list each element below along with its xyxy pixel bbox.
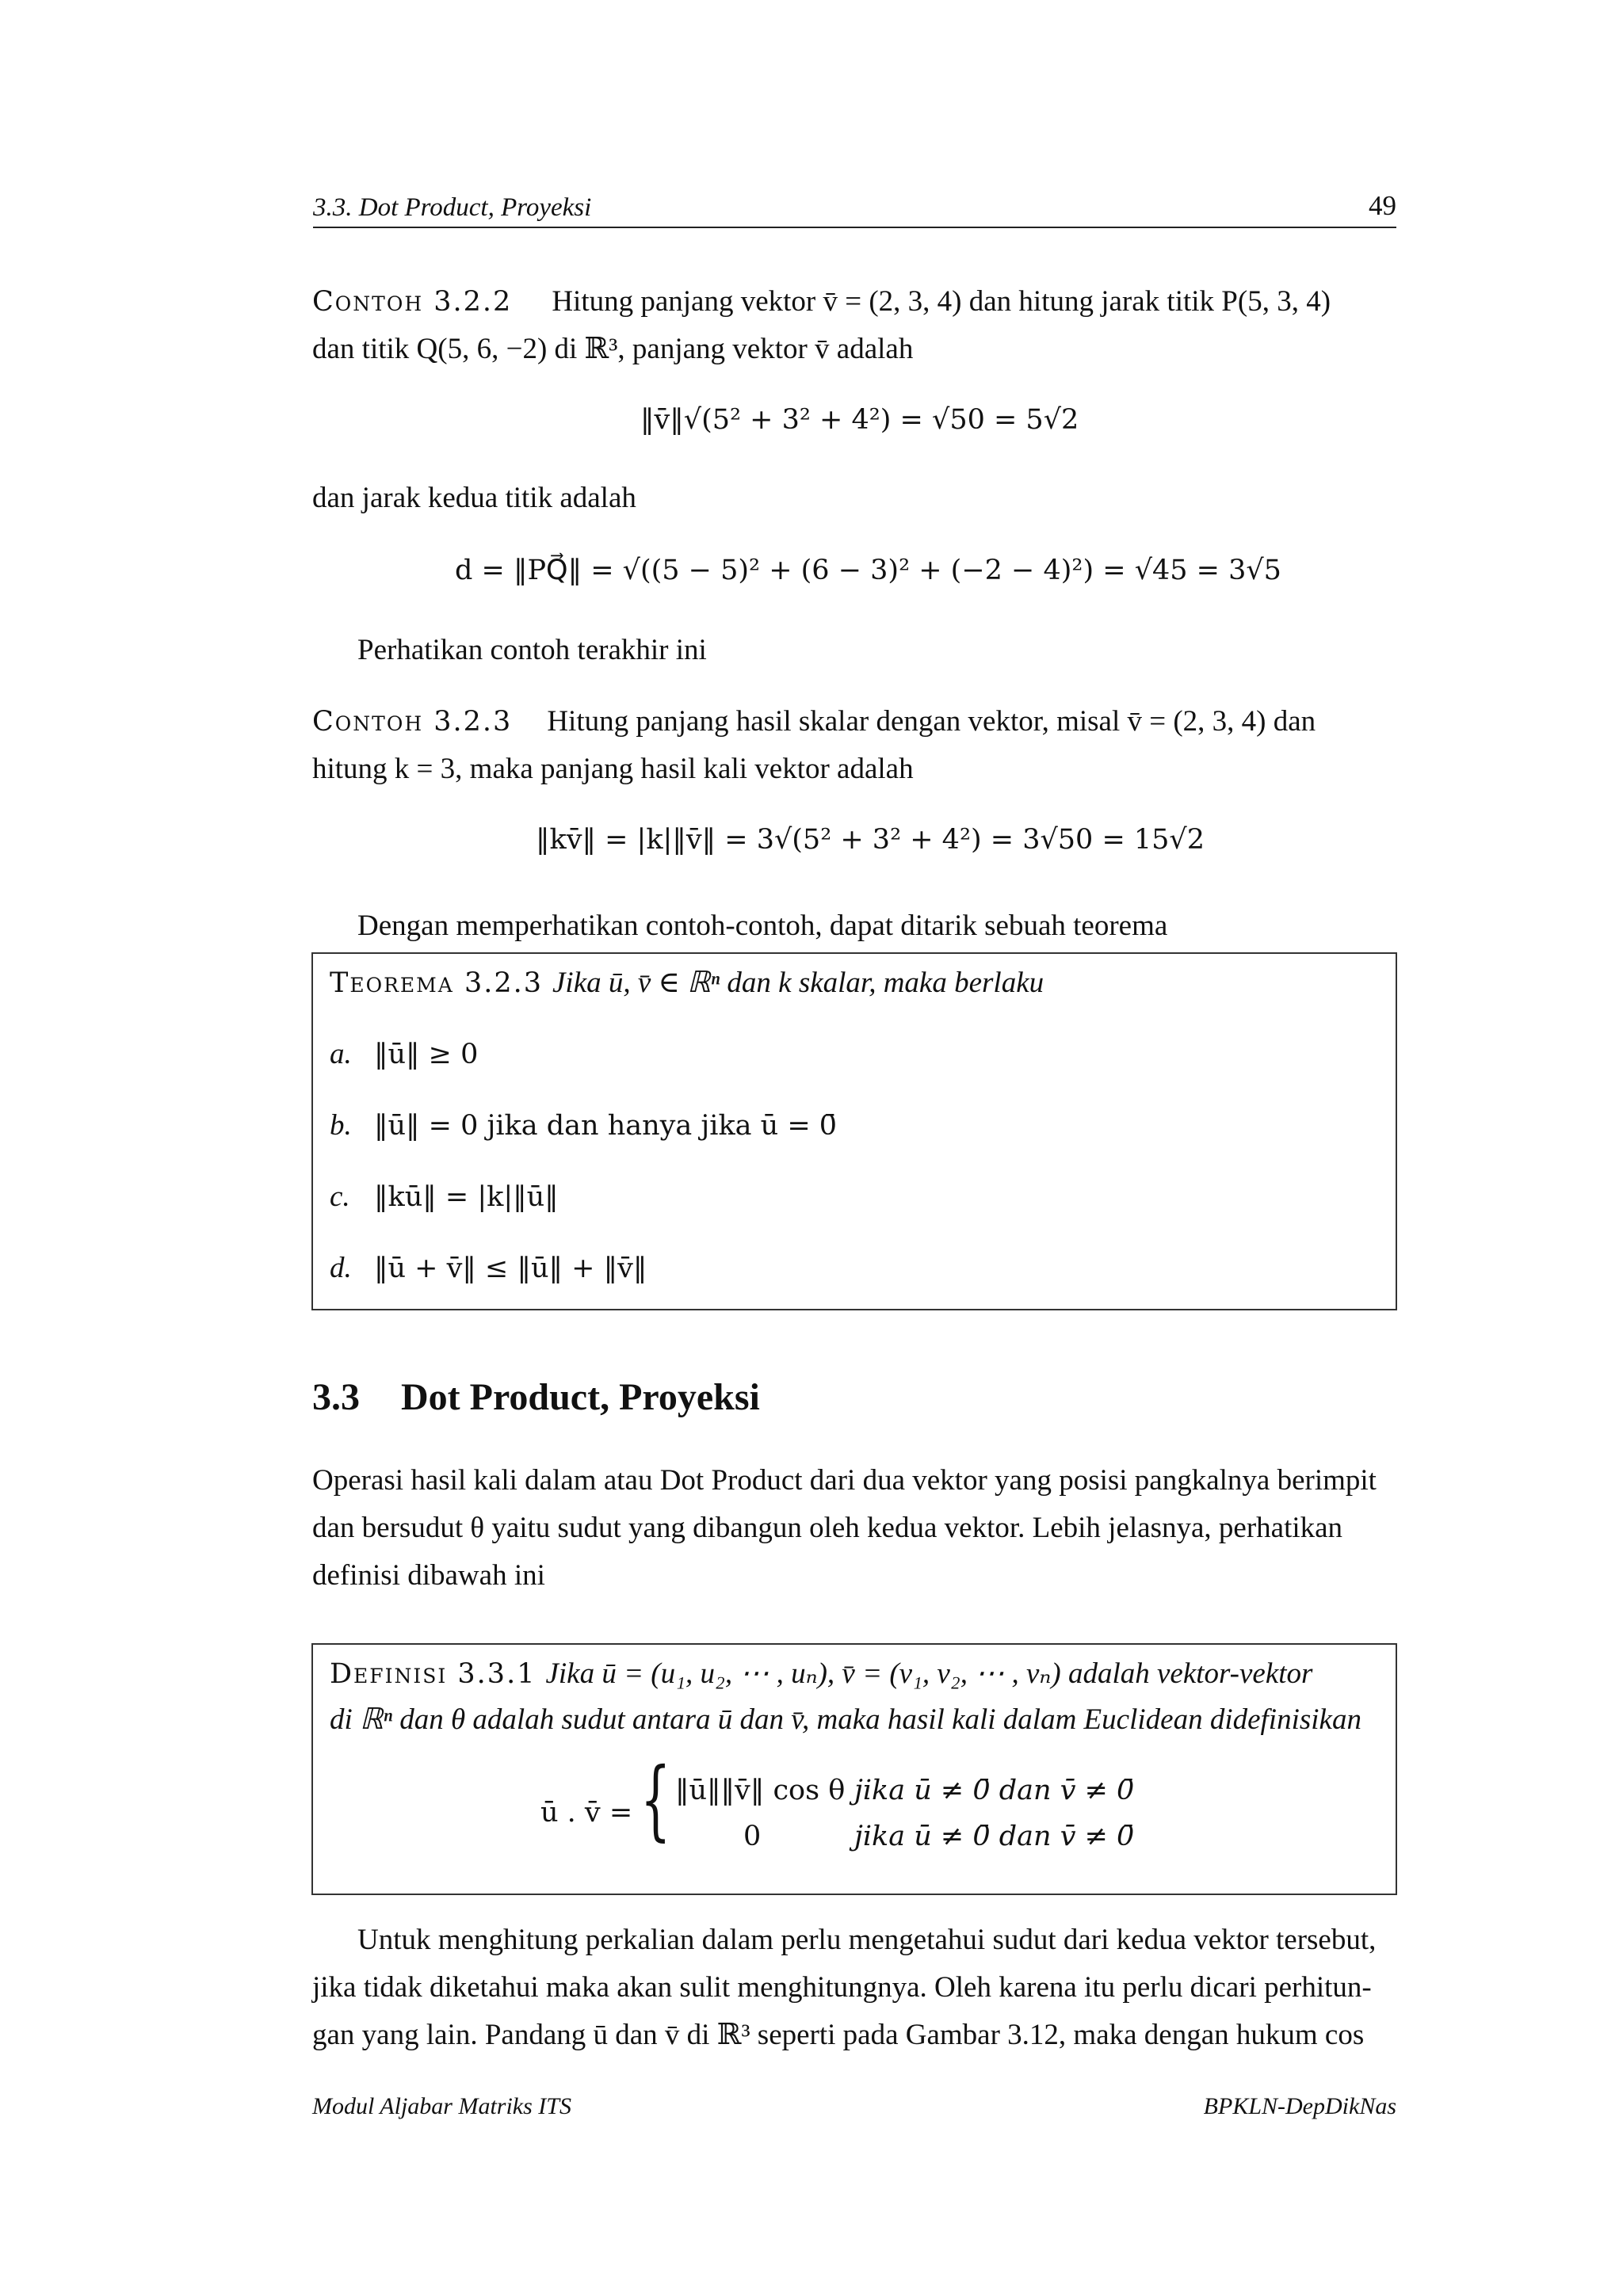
note-paragraph: Perhatikan contoh terakhir ini	[357, 634, 707, 666]
intro-line1: Operasi hasil kali dalam atau Dot Product dari dua vektor yang posisi pangkalnya berimpit	[312, 1464, 1377, 1497]
footer-right: BPKLN-DepDikNas	[1203, 2093, 1396, 2119]
theorem-statement: Jika ū, v̄ ∈ ℝⁿ dan k skalar, maka berlaku	[552, 967, 1044, 999]
theorem-item-text: ‖ū‖ = 0 jika dan hanya jika ū = 0̄	[374, 1110, 838, 1142]
theorem-item-text: ‖ū‖ ≥ 0	[374, 1039, 479, 1070]
closing-line3: gan yang lain. Pandang ū dan v̄ di ℝ³ seperti pada Gambar 3.12, maka dengan hukum cos	[312, 2019, 1365, 2051]
section-heading	[312, 1375, 760, 1419]
equation-norm-kv: ‖kv̄‖ = |k|‖v̄‖ = 3√(5² + 3² + 4²) = 3√50 = 15√2	[536, 824, 1205, 856]
theorem-item-marker: d.	[330, 1252, 352, 1284]
theorem-item-text: ‖kū‖ = |k|‖ū‖	[374, 1181, 559, 1213]
example-323-line2: hitung k = 3, maka panjang hasil kali vektor adalah	[312, 753, 914, 785]
intro-line3: definisi dibawah ini	[312, 1559, 545, 1592]
equation-distance-pq: d = ‖PQ⃗‖ = √((5 − 5)² + (6 − 3)² + (−2 − 4)²) = √45 = 3√5	[455, 555, 1281, 586]
theorem-item	[330, 1253, 647, 1283]
section-title: Dot Product, Proyeksi	[401, 1376, 760, 1418]
theorem-item-marker: a.	[330, 1038, 352, 1070]
section-number: 3.3	[312, 1376, 360, 1418]
theorem-item	[330, 1182, 559, 1211]
theorem-lead-paragraph: Dengan memperhatikan contoh-contoh, dapat ditarik sebuah teorema	[357, 910, 1168, 942]
definition-line1	[330, 1659, 1312, 1688]
footer-left: Modul Aljabar Matriks ITS	[312, 2093, 571, 2119]
page-number: 49	[1369, 190, 1396, 221]
example-323-text1: Hitung panjang hasil skalar dengan vektor, misal v̄ = (2, 3, 4) dan	[547, 705, 1316, 738]
example-322-between: dan jarak kedua titik adalah	[312, 482, 636, 514]
closing-line1: Untuk menghitung perkalian dalam perlu mengetahui sudut dari kedua vektor tersebut,	[357, 1924, 1377, 1956]
header-rule	[313, 227, 1396, 228]
theorem-statement-line	[330, 968, 1044, 997]
definition-label: Definisi 3.3.1	[330, 1658, 537, 1690]
definition-case2-condition: jika ū ≠ 0̄ dan v̄ ≠ 0̄	[854, 1821, 1135, 1852]
example-323-line1	[312, 707, 1316, 736]
closing-line2: jika tidak diketahui maka akan sulit menghitungnya. Oleh karena itu perlu dicari perhitun-	[312, 1971, 1372, 2004]
definition-case2-value: 0	[743, 1821, 762, 1852]
equation-norm-v: ‖v̄‖√(5² + 3² + 4²) = √50 = 5√2	[640, 404, 1079, 436]
cases-brace: {	[640, 1749, 671, 1850]
example-322-line1	[312, 287, 1396, 316]
theorem-item	[330, 1039, 478, 1069]
theorem-label: Teorema 3.2.3	[330, 967, 543, 999]
definition-case1-condition: jika ū ≠ 0̄ dan v̄ ≠ 0̄	[854, 1775, 1135, 1806]
theorem-item-text: ‖ū + v̄‖ ≤ ‖ū‖ + ‖v̄‖	[374, 1253, 647, 1284]
definition-lhs: ū . v̄ =	[540, 1797, 633, 1829]
theorem-item	[330, 1111, 837, 1140]
running-header-title: 3.3. Dot Product, Proyeksi	[313, 193, 592, 222]
example-322-line2: dan titik Q(5, 6, −2) di ℝ³, panjang vektor v̄ adalah	[312, 333, 914, 365]
example-322-text1: Hitung panjang vektor v̄ = (2, 3, 4) dan hitung jarak titik P(5, 3, 4)	[552, 285, 1331, 318]
theorem-item-marker: b.	[330, 1109, 352, 1142]
theorem-item-marker: c.	[330, 1180, 350, 1213]
definition-line2: di ℝⁿ dan θ adalah sudut antara ū dan v̄, maka hasil kali dalam Euclidean didefinisikan	[330, 1703, 1361, 1736]
example-323-label: Contoh 3.2.3	[312, 706, 513, 738]
intro-line2: dan bersudut θ yaitu sudut yang dibangun oleh kedua vektor. Lebih jelasnya, perhatikan	[312, 1512, 1343, 1544]
definition-case1-value: ‖ū‖‖v̄‖ cos θ	[675, 1775, 846, 1806]
example-322-label: Contoh 3.2.2	[312, 286, 513, 318]
definition-text1: Jika ū = (u₁, u₂, ⋯ , uₙ), v̄ = (v₁, v₂, ⋯ , vₙ) adalah vektor-vektor	[545, 1657, 1313, 1690]
